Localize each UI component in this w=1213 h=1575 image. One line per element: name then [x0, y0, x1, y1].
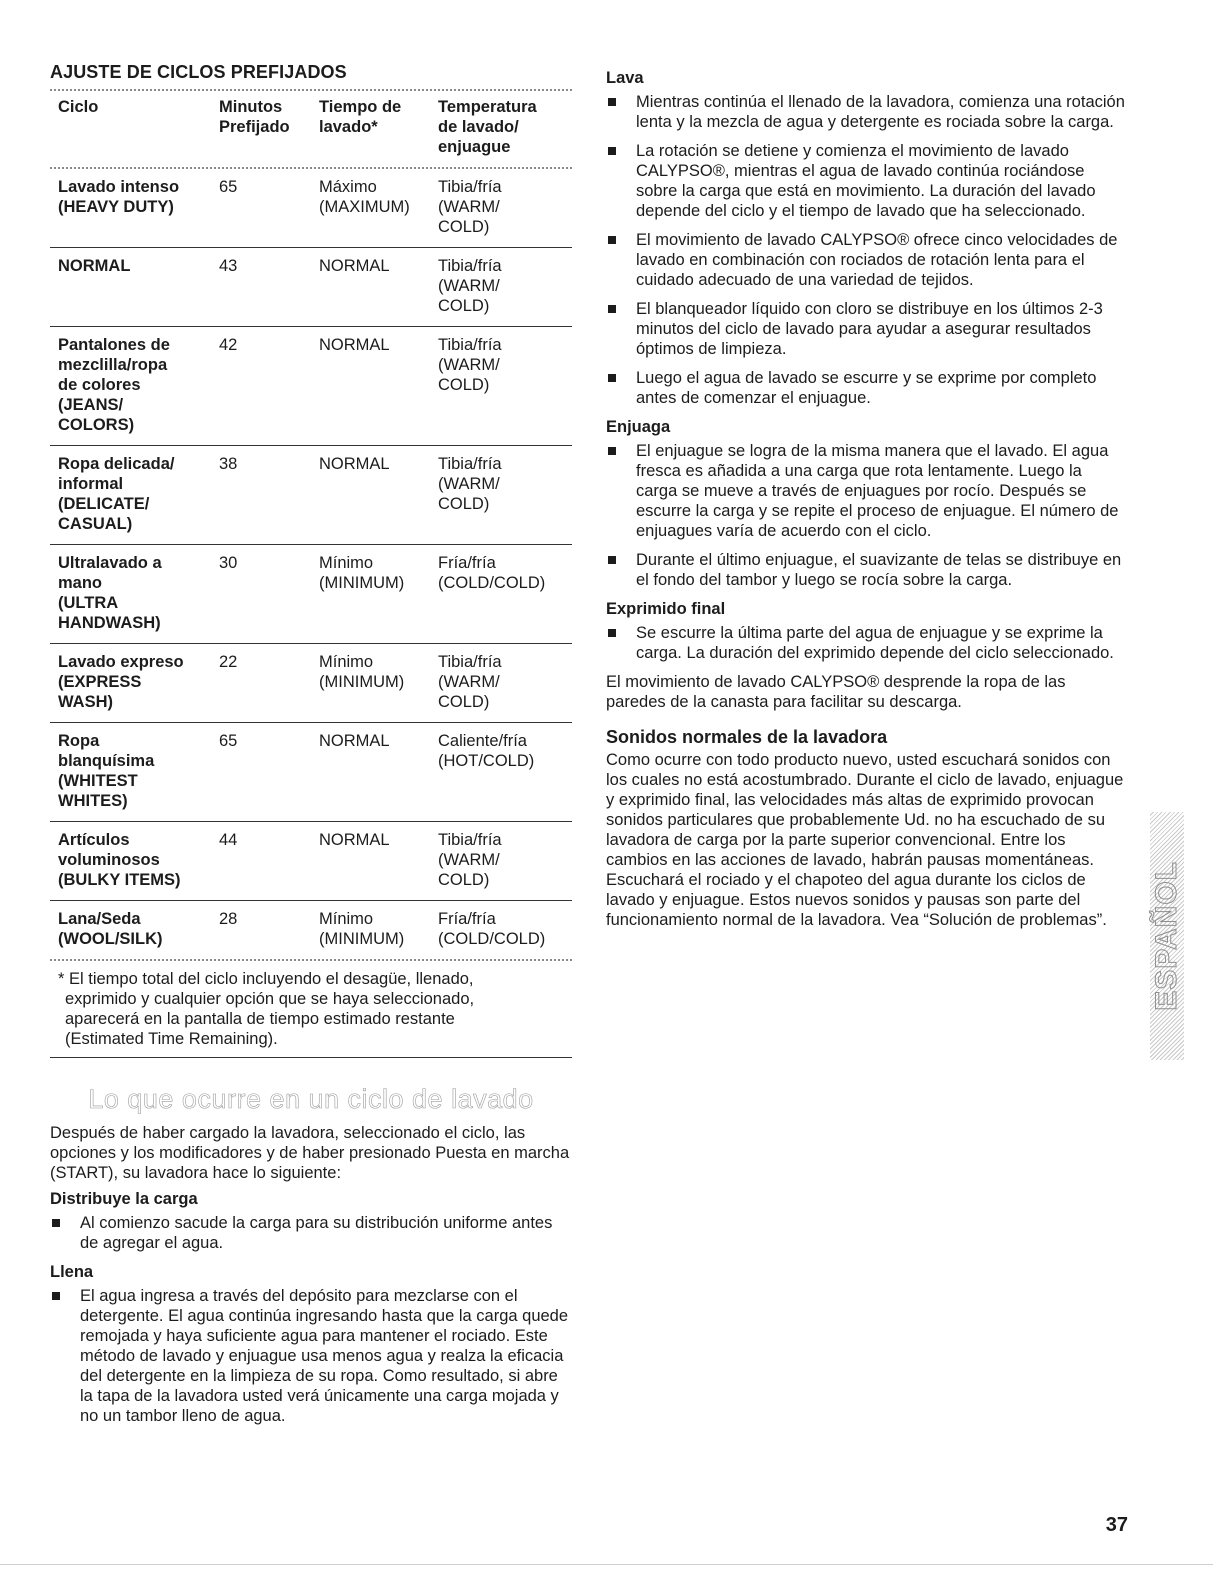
preset-minutes: [219, 731, 319, 811]
text-line: COLD): [438, 871, 490, 889]
text-line: (JEANS/: [58, 396, 124, 414]
text-line: Minutos: [219, 98, 283, 116]
table-body: [50, 169, 572, 959]
column-header: [319, 97, 438, 157]
minutes-value: 30: [219, 554, 238, 572]
page-number: 37: [1105, 1514, 1128, 1536]
cycle-name: [50, 731, 219, 811]
wash-time: [319, 909, 438, 949]
text-line: NORMAL: [58, 257, 131, 275]
right-column: [606, 62, 1126, 934]
bullet-item: La rotación se detiene y comienza el movimiento de lavado CALYPSO®, mientras el agua de lavado continúa rociándose sobre la carga que está en movimiento. La duración del lavado depende del ciclo y el tiempo de lavado que ha seleccionado.: [606, 141, 1126, 221]
text-line: COLD): [438, 693, 490, 711]
text-line: Fría/fría: [438, 910, 496, 928]
preset-minutes: [219, 909, 319, 949]
section-title: Llena: [50, 1263, 94, 1281]
text-line: (HOT/COLD): [438, 752, 535, 770]
text-line: Tibia/fría: [438, 336, 502, 354]
temperature: [438, 909, 572, 949]
text-line: de lavado/: [438, 118, 519, 136]
text-line: Fría/fría: [438, 554, 496, 572]
text-line: Tibia/fría: [438, 653, 502, 671]
text-line: COLD): [438, 376, 490, 394]
text-line: blanquísima: [58, 752, 155, 770]
text-line: (WARM/: [438, 475, 500, 493]
wash-cycle-steps-right: [606, 68, 1126, 663]
preset-minutes: [219, 830, 319, 890]
temperature: [438, 256, 572, 316]
text-line: (WARM/: [438, 277, 500, 295]
bullet-item: Se escurre la última parte del agua de enjuague y se exprime la carga. La duración del exprimido depende del ciclo seleccionado.: [606, 623, 1126, 663]
text-line: mano: [58, 574, 103, 592]
bullet-item: El movimiento de lavado CALYPSO® ofrece cinco velocidades de lavado en combinación con rociados de rotación lenta para el cuidado adecuado de una variedad de tejidos.: [606, 230, 1126, 290]
minutes-value: 44: [219, 831, 238, 849]
wash-time: [319, 553, 438, 633]
temperature: [438, 335, 572, 435]
minutes-value: 43: [219, 257, 238, 275]
text-line: NORMAL: [319, 831, 390, 849]
text-line: NORMAL: [319, 455, 390, 473]
text-line: de colores: [58, 376, 141, 394]
text-line: (ULTRA: [58, 594, 119, 612]
text-line: WASH): [58, 693, 113, 711]
table-row: [50, 327, 572, 445]
wash-time: [319, 454, 438, 534]
text-line: Tibia/fría: [438, 257, 502, 275]
cycle-name: [50, 335, 219, 435]
language-side-tab: [1150, 812, 1184, 1060]
preset-minutes: [219, 335, 319, 435]
text-line: (MINIMUM): [319, 930, 405, 948]
text-line: lavado*: [319, 118, 378, 136]
text-line: Tibia/fría: [438, 178, 502, 196]
bullet-item: Mientras continúa el llenado de la lavadora, comienza una rotación lenta y la mezcla de agua y detergente es rociada sobre la carga.: [606, 92, 1126, 132]
text-line: Ropa delicada/: [58, 455, 175, 473]
text-line: NORMAL: [319, 257, 390, 275]
text-line: Caliente/fría: [438, 732, 527, 750]
text-line: Pantalones de: [58, 336, 170, 354]
text-line: Prefijado: [219, 118, 290, 136]
minutes-value: 38: [219, 455, 238, 473]
text-line: (HEAVY DUTY): [58, 198, 174, 216]
text-line: Mínimo: [319, 554, 374, 572]
column-header: [438, 97, 572, 157]
text-line: (DELICATE/: [58, 495, 150, 513]
text-line: mezclilla/ropa: [58, 356, 168, 374]
bullet-item: El blanqueador líquido con cloro se distribuye en los últimos 2-3 minutos del ciclo de lavado para ayudar a asegurar resultados óptimos de limpieza.: [606, 299, 1126, 359]
sounds-title: Sonidos normales de la lavadora: [606, 727, 888, 747]
wash-cycle-heading: Lo que ocurre en un ciclo de lavado: [88, 1084, 534, 1114]
temperature: [438, 454, 572, 534]
cycle-name: [50, 553, 219, 633]
text-line: Ultralavado a: [58, 554, 162, 572]
text-line: Tibia/fría: [438, 455, 502, 473]
text-line: Ropa: [58, 732, 100, 750]
wash-time: [319, 652, 438, 712]
text-line: (WARM/: [438, 851, 500, 869]
text-line: enjuague: [438, 138, 511, 156]
left-column: [50, 62, 572, 1435]
table-header-row: [50, 91, 572, 167]
text-line: NORMAL: [319, 336, 390, 354]
text-line: (WHITEST: [58, 772, 138, 790]
bullet-item: Durante el último enjuague, el suavizante de telas se distribuye en el fondo del tambor y luego se rocía sobre la carga.: [606, 550, 1126, 590]
text-line: (BULKY ITEMS): [58, 871, 181, 889]
wash-time: [319, 177, 438, 237]
minutes-value: 28: [219, 910, 238, 928]
section-title: Exprimido final: [606, 600, 726, 618]
cycle-name: [50, 909, 219, 949]
wash-time: [319, 830, 438, 890]
text-line: * El tiempo total del ciclo incluyendo el desagüe, llenado,: [58, 970, 474, 988]
cycle-name: [50, 256, 219, 316]
text-line: (WARM/: [438, 673, 500, 691]
text-line: aparecerá en la pantalla de tiempo estimado restante: [65, 1010, 455, 1028]
wash-cycle-intro: Después de haber cargado la lavadora, seleccionado el ciclo, las opciones y los modificadores y de haber presionado Puesta en marcha (START), su lavadora hace lo siguiente:: [50, 1124, 570, 1182]
minutes-value: 22: [219, 653, 238, 671]
text-line: HANDWASH): [58, 614, 161, 632]
minutes-value: 65: [219, 732, 238, 750]
preset-minutes: [219, 177, 319, 237]
closing-paragraph: El movimiento de lavado CALYPSO® desprende la ropa de las paredes de la canasta para facilitar su descarga.: [606, 673, 1066, 711]
text-line: CASUAL): [58, 515, 133, 533]
wash-time: [319, 335, 438, 435]
section-title: Enjuaga: [606, 418, 671, 436]
cycle-name: [50, 454, 219, 534]
bullet-item: El agua ingresa a través del depósito para mezclarse con el detergente. El agua continúa ingresando hasta que la carga quede remojada y haya suficiente agua para mantener el rociado. Este método de lavado y enjuague usa menos agua y realza la eficacia del detergente en la limpieza de su ropa. Como resultado, si abre la tapa de la lavadora usted verá únicamente una carga mojada y no un tambor lleno de agua.: [50, 1286, 572, 1426]
bottom-rule: [0, 1564, 1213, 1565]
section-title: Lava: [606, 69, 644, 87]
text-line: voluminosos: [58, 851, 160, 869]
table-row: [50, 644, 572, 722]
minutes-value: 42: [219, 336, 238, 354]
text-line: Tibia/fría: [438, 831, 502, 849]
text-line: (MINIMUM): [319, 574, 405, 592]
text-line: Mínimo: [319, 910, 374, 928]
text-line: Temperatura: [438, 98, 537, 116]
minutes-value: 65: [219, 178, 238, 196]
column-header: [219, 97, 319, 157]
section-title: Distribuye la carga: [50, 1190, 198, 1208]
table-row: [50, 723, 572, 821]
temperature: [438, 652, 572, 712]
text-line: (COLD/COLD): [438, 930, 546, 948]
text-line: (WARM/: [438, 356, 500, 374]
temperature: [438, 553, 572, 633]
divider: [50, 1057, 572, 1058]
text-line: COLORS): [58, 416, 135, 434]
text-line: NORMAL: [319, 732, 390, 750]
table-title: AJUSTE DE CICLOS PREFIJADOS: [50, 62, 347, 82]
text-line: (COLD/COLD): [438, 574, 546, 592]
bullet-item: Al comienzo sacude la carga para su distribución uniforme antes de agregar el agua.: [50, 1213, 572, 1253]
table-row: [50, 822, 572, 900]
text-line: exprimido y cualquier opción que se haya seleccionado,: [65, 990, 475, 1008]
text-line: informal: [58, 475, 124, 493]
preset-minutes: [219, 553, 319, 633]
sounds-body: Como ocurre con todo producto nuevo, usted escuchará sonidos con los cuales no está acostumbrado. Durante el ciclo de lavado, enjuague y exprimido final, las velocidades más altas de exprimido provocan sonidos particulares que probablemente Ud. no ha escuchado de su lavadora de carga por la parte superior convencional. Entre los cambios en las acciones de lavado, habrán pausas momentáneas. Escuchará el rociado y el chapoteo del agua durante los ciclos de lavado y enjuague. Estos nuevos sonidos y pausas son parte del funcionamiento normal de la lavadora. Vea “Solución de problemas”.: [606, 751, 1124, 929]
text-line: (MAXIMUM): [319, 198, 410, 216]
text-line: Lavado intenso: [58, 178, 180, 196]
language-label: ESPAÑOL: [1150, 861, 1183, 1011]
wash-cycle-steps-left: [50, 1189, 572, 1426]
text-line: (WOOL/SILK): [58, 930, 163, 948]
preset-minutes: [219, 256, 319, 316]
table-row: [50, 446, 572, 544]
text-line: Ciclo: [58, 98, 99, 116]
text-line: Artículos: [58, 831, 130, 849]
column-header: [50, 97, 219, 157]
temperature: [438, 177, 572, 237]
text-line: (WARM/: [438, 198, 500, 216]
text-line: Tiempo de: [319, 98, 402, 116]
text-line: COLD): [438, 495, 490, 513]
preset-minutes: [219, 652, 319, 712]
table-footnote: [50, 961, 572, 1057]
preset-minutes: [219, 454, 319, 534]
bullet-item: Luego el agua de lavado se escurre y se exprime por completo antes de comenzar el enjuague.: [606, 368, 1126, 408]
table-row: [50, 169, 572, 247]
temperature: [438, 731, 572, 811]
text-line: (MINIMUM): [319, 673, 405, 691]
text-line: Mínimo: [319, 653, 374, 671]
text-line: COLD): [438, 297, 490, 315]
text-line: (EXPRESS: [58, 673, 142, 691]
text-line: Lavado expreso: [58, 653, 184, 671]
text-line: COLD): [438, 218, 490, 236]
cycle-name: [50, 177, 219, 237]
table-row: [50, 901, 572, 959]
cycle-name: [50, 830, 219, 890]
text-line: (Estimated Time Remaining).: [65, 1030, 278, 1048]
text-line: Máximo: [319, 178, 377, 196]
wash-time: [319, 731, 438, 811]
bullet-item: El enjuague se logra de la misma manera que el lavado. El agua fresca es añadida a una carga que rota lentamente. Luego la carga se mueve a través de enjuagues por rocío. Después se escurre la carga y se repite el proceso de enjuague. El número de enjuagues varía de acuerdo con el ciclo.: [606, 441, 1126, 541]
text-line: WHITES): [58, 792, 128, 810]
cycle-name: [50, 652, 219, 712]
table-row: [50, 545, 572, 643]
text-line: Lana/Seda: [58, 910, 141, 928]
table-row: [50, 248, 572, 326]
wash-time: [319, 256, 438, 316]
temperature: [438, 830, 572, 890]
